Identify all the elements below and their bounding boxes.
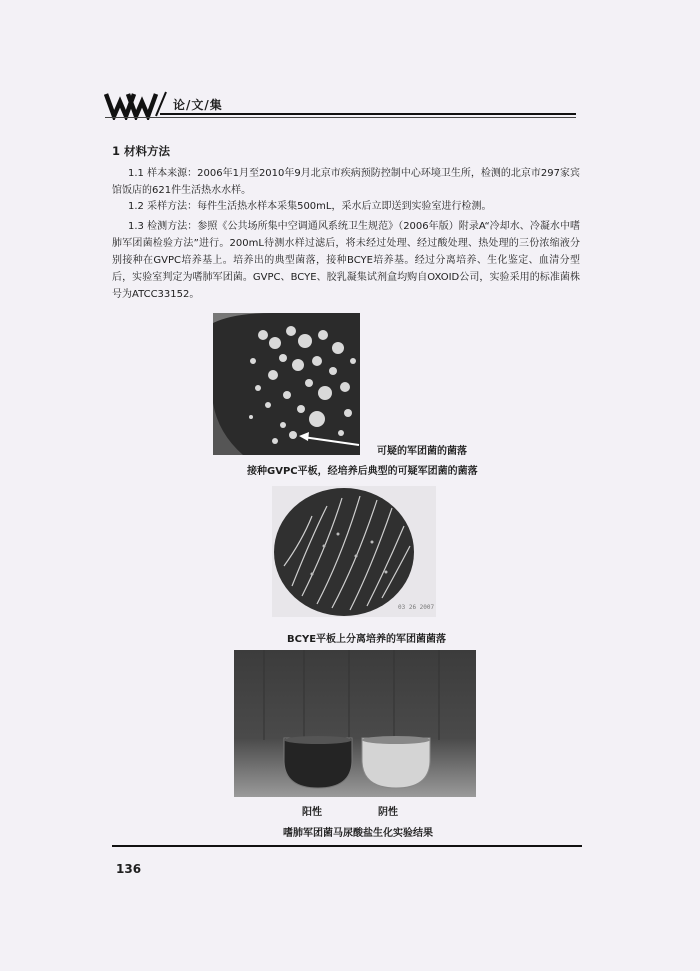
positive-label: 阳性 xyxy=(302,807,322,818)
paragraph-sample-source: 1.1 样本来源：2006年1月至2010年9月北京市疾病预防控制中心环境卫生所，检测的北京市297家宾馆饭店的621件生活热水水样。 xyxy=(112,168,580,196)
header-rule-thin xyxy=(105,117,576,118)
paragraph-sampling-method: 1.2 采样方法：每件生活热水样本采集500mL，采水后立即送到实验室进行检测。 xyxy=(128,201,492,212)
paragraph-detection-method: 1.3 检测方法：参照《公共场所集中空调通风系统卫生规范》（2006年版）附录A“冷却水、冷凝水中嗜肺军团菌检验方法”进行。200mL待测水样过滤后，将未经过处理、经过酸处理、热处理的三份浓缩液分别接种在GVPC培养基上。培养出的典型菌落，接种BCYE培养基。经过分离培养、生化鉴定、血清分型后，实验室判定为嗜肺军团菌。GVPC、BCYE、胶乳凝集试剂盒均购自OXOID公司，实验采用的标准菌株号为ATCC33152。 xyxy=(112,221,580,300)
negative-label: 阴性 xyxy=(378,807,398,818)
page-number: 136 xyxy=(116,862,142,876)
footer-rule xyxy=(112,845,582,847)
journal-logo xyxy=(104,90,168,120)
section-heading: 1 材料方法 xyxy=(112,144,171,158)
colony-annotation: 可疑的军团菌的菌落 xyxy=(377,446,467,457)
gvpc-plate-photo xyxy=(213,313,360,455)
photo-date-stamp: 03 26 2007 xyxy=(398,604,435,611)
figure1-caption: 接种GVPC平板，经培养后典型的可疑军团菌的菌落 xyxy=(247,466,478,477)
figure2-caption: BCYE平板上分离培养的军团菌菌落 xyxy=(287,634,447,645)
header-title: 论/文/集 xyxy=(173,98,223,112)
header-rule xyxy=(160,113,576,115)
bcye-plate-photo xyxy=(272,486,436,617)
test-tubes-photo xyxy=(234,650,476,797)
figure3-caption: 嗜肺军团菌马尿酸盐生化实验结果 xyxy=(283,828,433,839)
